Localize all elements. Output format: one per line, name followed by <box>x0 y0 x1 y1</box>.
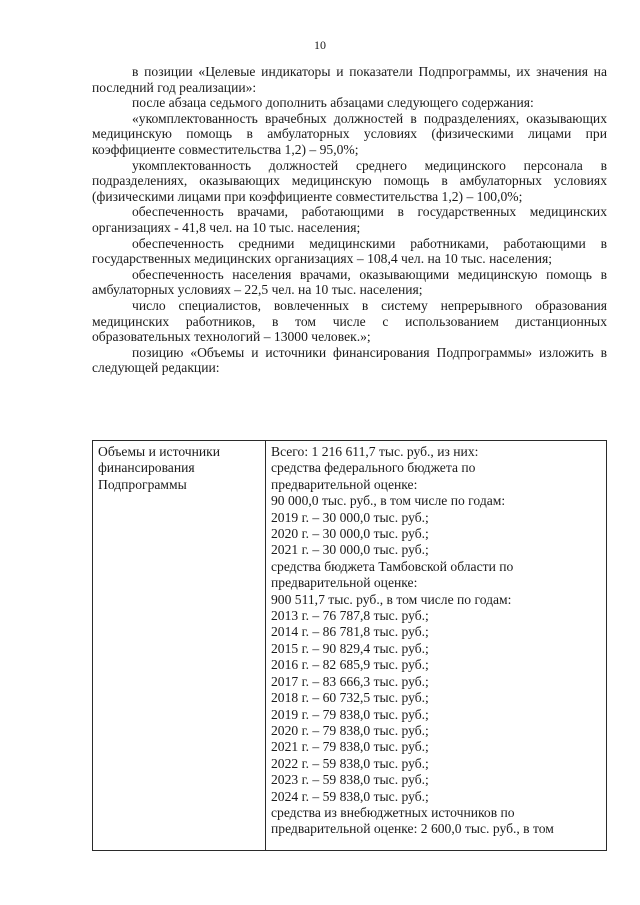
value-line: 2017 г. – 83 666,3 тыс. руб.; <box>271 673 429 689</box>
value-line: 2021 г. – 30 000,0 тыс. руб.; <box>271 542 429 558</box>
value-line: 2019 г. – 79 838,0 тыс. руб.; <box>271 706 429 722</box>
paragraph: число специалистов, вовлеченных в систему непрерывного образования медицинских работников, в том числе с использованием дистанционных образовательных технологий – 13000 человек.»; <box>92 297 607 345</box>
value-line: 2014 г. – 86 781,8 тыс. руб.; <box>271 624 429 640</box>
value-line: 2019 г. – 30 000,0 тыс. руб.; <box>271 509 429 525</box>
paragraph: укомплектованность должностей среднего медицинского персонала в подразделениях, оказывающих медицинскую помощь в амбулаторных условиях (физическими лицами при коэффициенте совместительства 1,2) – 100,0%; <box>92 157 607 204</box>
financing-value-cell <box>266 441 607 851</box>
paragraph: обеспеченность средними медицинскими работниками, работающими в государственных медицинских организациях – 108,4 чел. на 10 тыс. населения; <box>92 235 607 267</box>
document-body <box>92 64 607 376</box>
value-line: 2021 г. – 79 838,0 тыс. руб.; <box>271 739 429 755</box>
value-line: 2020 г. – 30 000,0 тыс. руб.; <box>271 526 429 542</box>
paragraph: позицию «Объемы и источники финансирования Подпрограммы» изложить в следующей редакции: <box>92 344 607 376</box>
label-line: Подпрограммы <box>98 476 187 492</box>
value-line: средства бюджета Тамбовской области по <box>271 558 514 574</box>
value-line: 2024 г. – 59 838,0 тыс. руб.; <box>271 788 429 804</box>
value-line: 2016 г. – 82 685,9 тыс. руб.; <box>271 657 429 673</box>
paragraph: «укомплектованность врачебных должностей в подразделениях, оказывающих медицинскую помощь в амбулаторных условиях (физическими лицами при коэффициенте совместительства 1,2) – 95,0%; <box>92 110 607 157</box>
value-line: предварительной оценке: <box>271 476 418 492</box>
value-line: 90 000,0 тыс. руб., в том числе по годам: <box>271 493 506 509</box>
paragraph: обеспеченность населения врачами, оказывающими медицинскую помощь в амбулаторных условиях – 22,5 чел. на 10 тыс. населения; <box>92 266 607 298</box>
value-line: предварительной оценке: 2 600,0 тыс. руб., в том <box>271 821 554 837</box>
value-line: средства федерального бюджета по <box>271 460 476 476</box>
value-line: 2013 г. – 76 787,8 тыс. руб.; <box>271 608 429 624</box>
label-line: Объемы и источники <box>98 444 221 459</box>
value-line: Всего: 1 216 611,7 тыс. руб., из них: <box>271 444 479 459</box>
paragraph: обеспеченность врачами, работающими в государственных медицинских организациях - 41,8 чел. на 10 тыс. населения; <box>92 204 607 235</box>
table-row <box>93 441 607 851</box>
paragraph: после абзаца седьмого дополнить абзацами следующего содержания: <box>132 95 534 111</box>
page-number: 10 <box>314 38 326 52</box>
value-line: предварительной оценке: <box>271 575 418 591</box>
value-line: 2015 г. – 90 829,4 тыс. руб.; <box>271 640 429 656</box>
value-line: 2020 г. – 79 838,0 тыс. руб.; <box>271 722 429 738</box>
value-line: средства из внебюджетных источников по <box>271 804 515 820</box>
financing-table <box>92 440 607 851</box>
label-line: финансирования <box>98 460 195 476</box>
value-line: 2018 г. – 60 732,5 тыс. руб.; <box>271 690 429 706</box>
financing-label-cell <box>93 441 266 851</box>
value-line: 900 511,7 тыс. руб., в том числе по годам: <box>271 591 512 607</box>
value-line: 2023 г. – 59 838,0 тыс. руб.; <box>271 772 429 788</box>
value-line: 2022 г. – 59 838,0 тыс. руб.; <box>271 755 429 771</box>
paragraph: в позиции «Целевые индикаторы и показатели Подпрограммы, их значения на последний год реализации»: <box>92 64 607 95</box>
